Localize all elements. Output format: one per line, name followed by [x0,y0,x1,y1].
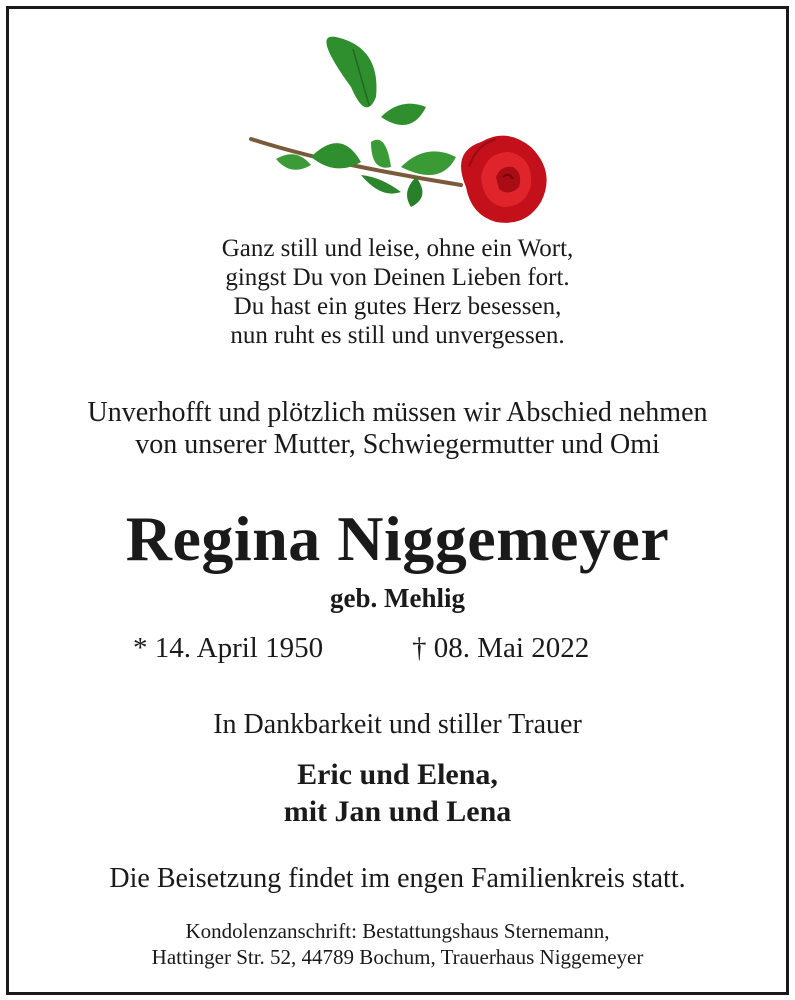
poem-line: Ganz still und leise, ohne ein Wort, [221,235,574,262]
poem-line: Du hast ein gutes Herz besessen, [233,293,562,320]
death-date: † 08. Mai 2022 [412,632,590,664]
mourners-intro: In Dankbarkeit und stiller Trauer [213,709,582,740]
obituary-notice [6,6,789,995]
funeral-note: Die Beisetzung findet im engen Familienkreis statt. [109,863,686,894]
poem-line: nun ruht es still und unvergessen. [230,322,565,349]
intro-line: von unserer Mutter, Schwiegermutter und Omi [135,429,660,460]
mourners-line: mit Jan und Lena [283,795,512,828]
deceased-name: Regina Niggemeyer [125,503,670,574]
intro-line: Unverhofft und plötzlich müssen wir Abschied nehmen [87,397,708,428]
condolence-address [9,918,786,970]
birth-date: * 14. April 1950 [133,632,324,664]
condolence-line: Hattinger Str. 52, 44789 Bochum, Trauerhaus Niggemeyer [151,945,644,969]
poem [9,234,786,350]
poem-line: gingst Du von Deinen Lieben fort. [225,264,570,291]
intro-text [9,397,786,461]
birth-name: geb. Mehlig [330,583,465,613]
mourners-line: Eric und Elena, [297,758,498,791]
mourners-names [9,756,786,830]
condolence-line: Kondolenzanschrift: Bestattungshaus Sternemann, [185,919,610,943]
red-rose-icon [241,27,551,227]
